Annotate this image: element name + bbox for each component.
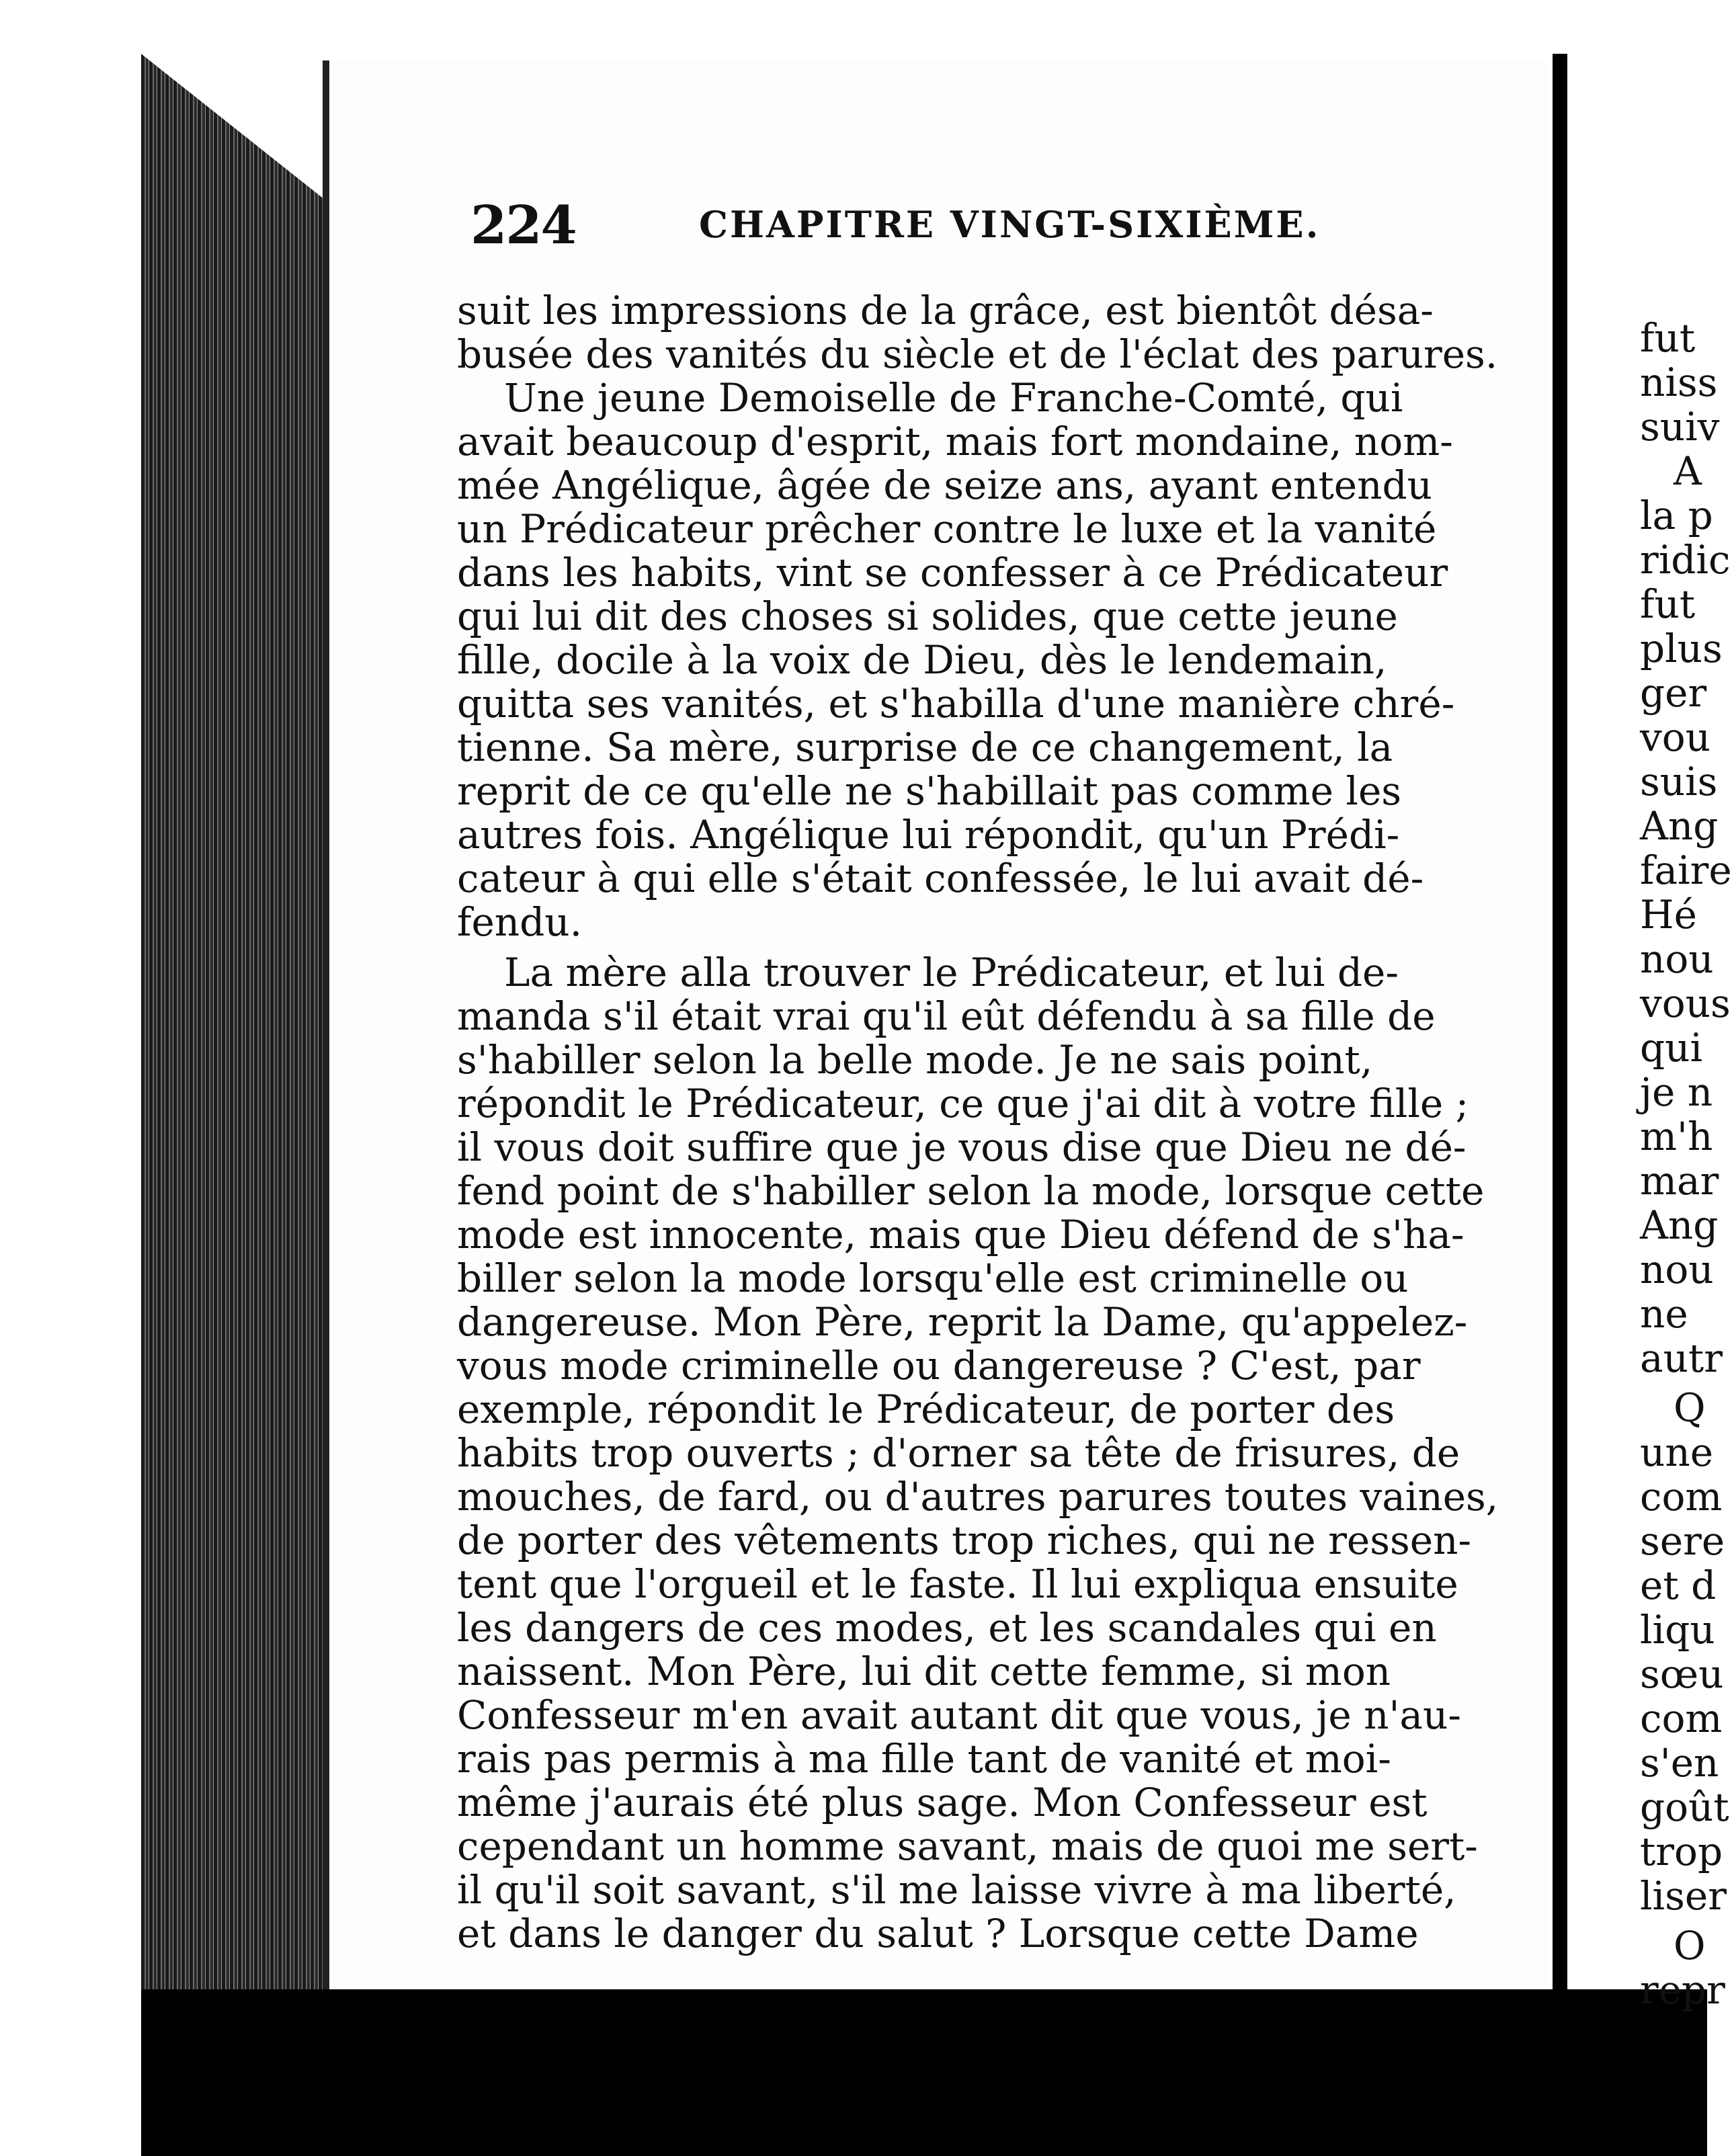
fragment: Ang xyxy=(1640,803,1719,849)
text-line: de porter des vêtements trop riches, qui ne ressen- xyxy=(457,1518,1472,1563)
text-line: reprit de ce qu'elle ne s'habillait pas comme les xyxy=(457,768,1402,814)
fragment: la p xyxy=(1640,493,1713,538)
text-line: vous mode criminelle ou dangereuse ? C'est, par xyxy=(457,1343,1421,1388)
fragment: nou xyxy=(1640,936,1714,982)
fragment: trop xyxy=(1640,1829,1723,1874)
text-line: mée Angélique, âgée de seize ans, ayant entendu xyxy=(457,462,1432,508)
fragment: ger xyxy=(1640,670,1707,716)
text-line: Une jeune Demoiselle de Franche-Comté, qui xyxy=(504,375,1403,421)
text-line: les dangers de ces modes, et les scandales qui en xyxy=(457,1605,1437,1651)
fragment: repr xyxy=(1640,1967,1725,2013)
text-line: avait beaucoup d'esprit, mais fort mondaine, nom- xyxy=(457,419,1453,464)
fragment: nou xyxy=(1640,1247,1714,1292)
fragment: s'en xyxy=(1640,1740,1719,1786)
gutter-shadow xyxy=(1553,54,1567,2003)
fragment: Q xyxy=(1674,1385,1706,1431)
fragment: qui xyxy=(1640,1025,1703,1071)
fragment: A xyxy=(1674,448,1702,494)
text-line: manda s'il était vrai qu'il eût défendu à sa fille de xyxy=(457,993,1436,1039)
fragment: sœu xyxy=(1640,1651,1724,1697)
text-line: exemple, répondit le Prédicateur, de porter des xyxy=(457,1386,1395,1432)
text-line: busée des vanités du siècle et de l'éclat des parures. xyxy=(457,331,1498,377)
text-line: rais pas permis à ma fille tant de vanité et moi- xyxy=(457,1736,1391,1782)
text-line: tienne. Sa mère, surprise de ce changement, la xyxy=(457,724,1393,770)
text-line: mouches, de fard, ou d'autres parures toutes vaines, xyxy=(457,1474,1499,1520)
page-edges xyxy=(141,54,336,1989)
fragment: plus xyxy=(1640,626,1723,671)
fragment: suis xyxy=(1640,759,1718,804)
text-line: tent que l'orgueil et le faste. Il lui expliqua ensuite xyxy=(457,1561,1458,1607)
text-line: dangereuse. Mon Père, reprit la Dame, qu'appelez- xyxy=(457,1299,1468,1345)
fragment: je n xyxy=(1640,1069,1713,1115)
fragment: mar xyxy=(1640,1158,1719,1204)
text-line: et dans le danger du salut ? Lorsque cette Dame xyxy=(457,1911,1419,1956)
text-line: La mère alla trouver le Prédicateur, et lui de- xyxy=(504,950,1399,995)
text-line: même j'aurais été plus sage. Mon Confesseur est xyxy=(457,1780,1428,1825)
fragment: com xyxy=(1640,1474,1723,1520)
text-line: un Prédicateur prêcher contre le luxe et la vanité xyxy=(457,506,1437,552)
text-line: dans les habits, vint se confesser à ce Prédicateur xyxy=(457,550,1448,595)
fragment: ridic xyxy=(1640,537,1731,583)
fragment: Ang xyxy=(1640,1202,1719,1248)
text-line: qui lui dit des choses si solides, que cette jeune xyxy=(457,593,1398,639)
fragment: liqu xyxy=(1640,1607,1715,1653)
text-line: fille, docile à la voix de Dieu, dès le lendemain, xyxy=(457,637,1387,683)
text-line: autres fois. Angélique lui répondit, qu'un Prédi- xyxy=(457,812,1400,858)
text-line: quitta ses vanités, et s'habilla d'une manière chré- xyxy=(457,681,1455,727)
scan-border xyxy=(141,1989,1707,2156)
text-line: fend point de s'habiller selon la mode, lorsque cette xyxy=(457,1168,1485,1214)
fragment: O xyxy=(1674,1923,1706,1968)
fragment: goût xyxy=(1640,1784,1729,1830)
fragment: liser xyxy=(1640,1873,1727,1919)
text-line: cateur à qui elle s'était confessée, le lui avait dé- xyxy=(457,856,1424,901)
fragment: fut xyxy=(1640,315,1696,361)
text-line: mode est innocente, mais que Dieu défend de s'ha- xyxy=(457,1212,1465,1257)
fragment: com xyxy=(1640,1696,1723,1741)
text-line: habits trop ouverts ; d'orner sa tête de frisures, de xyxy=(457,1430,1460,1476)
page-number: 224 xyxy=(470,195,576,256)
facing-page-fragments xyxy=(1640,315,1732,2013)
text-line: biller selon la mode lorsqu'elle est criminelle ou xyxy=(457,1255,1409,1301)
text-line: cependant un homme savant, mais de quoi me sert- xyxy=(457,1823,1478,1869)
text-line: Confesseur m'en avait autant dit que vous, je n'au- xyxy=(457,1692,1461,1738)
text-line: naissent. Mon Père, lui dit cette femme, si mon xyxy=(457,1649,1391,1694)
fragment: faire xyxy=(1640,847,1732,893)
text-line: fendu. xyxy=(457,899,583,945)
fragment: ne xyxy=(1640,1291,1688,1337)
fragment: une xyxy=(1640,1429,1714,1475)
text-line: il qu'il soit savant, s'il me laisse vivre à ma liberté, xyxy=(457,1867,1456,1913)
text-line: répondit le Prédicateur, ce que j'ai dit à votre fille ; xyxy=(457,1081,1469,1126)
fragment: m'h xyxy=(1640,1114,1713,1159)
body-text xyxy=(457,288,1499,1956)
fragment: niss xyxy=(1640,360,1718,405)
fragment: Hé xyxy=(1640,892,1697,938)
running-head xyxy=(470,195,1445,255)
text-line: il vous doit suffire que je vous dise que Dieu ne dé- xyxy=(457,1124,1467,1170)
fragment: vous xyxy=(1640,981,1731,1026)
fragment: fut xyxy=(1640,581,1696,627)
fragment: et d xyxy=(1640,1563,1717,1608)
fragment: vou xyxy=(1640,714,1711,760)
fragment: autr xyxy=(1640,1335,1723,1381)
text-line: s'habiller selon la belle mode. Je ne sais point, xyxy=(457,1037,1373,1083)
fragment: sere xyxy=(1640,1518,1725,1564)
fragment: suiv xyxy=(1640,404,1720,450)
chapter-title: CHAPITRE VINGT-SIXIÈME. xyxy=(699,203,1321,246)
text-line: suit les impressions de la grâce, est bientôt désa- xyxy=(457,288,1434,333)
